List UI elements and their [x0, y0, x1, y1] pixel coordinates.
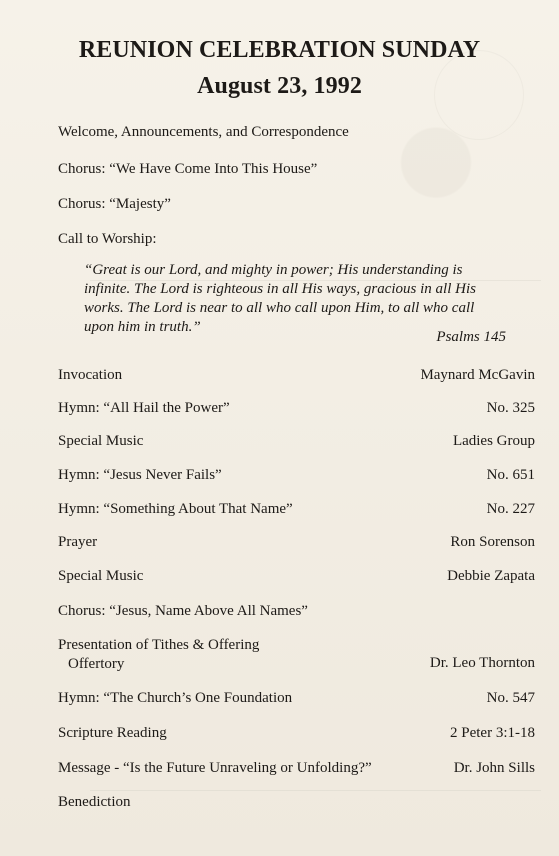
- call-to-worship-reference: Psalms 145: [436, 329, 506, 345]
- program-left-text: Special Music: [58, 433, 144, 449]
- program-left-text: Hymn: “All Hail the Power”: [58, 400, 230, 416]
- program-row: [58, 758, 535, 778]
- program-row: [58, 365, 535, 385]
- program-right-text: No. 547: [486, 690, 535, 706]
- program-right-text: Debbie Zapata: [447, 568, 535, 584]
- program-left-text: Hymn: “Something About That Name”: [58, 501, 293, 517]
- program-row: [58, 465, 535, 485]
- program-left-text: Message - “Is the Future Unraveling or Unfolding?”: [58, 760, 372, 776]
- page-title: REUNION CELEBRATION SUNDAY: [78, 37, 481, 63]
- program-row: [58, 499, 535, 519]
- opening-line-chorus-2: Chorus: “Majesty”: [58, 196, 171, 212]
- program-right-text: Maynard McGavin: [420, 367, 535, 383]
- program-left-text: Invocation: [58, 367, 123, 383]
- program-left-text: Special Music: [58, 568, 144, 584]
- program-right-text: No. 227: [486, 501, 535, 517]
- program-row: [58, 723, 535, 743]
- program-left-text: Benediction: [58, 794, 131, 810]
- program-right-text: 2 Peter 3:1-18: [450, 725, 535, 741]
- opening-line-call-to-worship: Call to Worship:: [58, 231, 157, 247]
- program-right-text: Dr. Leo Thornton: [429, 655, 535, 671]
- program-row: [58, 601, 535, 621]
- program-right-text: No. 651: [486, 467, 535, 483]
- program-right-text: Ladies Group: [452, 433, 535, 449]
- program-row: [58, 566, 535, 586]
- program-right-text: Dr. John Sills: [453, 760, 535, 776]
- page-date: August 23, 1992: [197, 73, 362, 99]
- program-left-text: Prayer: [58, 534, 98, 550]
- program-right-text: Ron Sorenson: [450, 534, 535, 550]
- call-to-worship-quote: “Great is our Lord, and mighty in power; His understanding is infinite. The Lord is righteous in all His ways, gracious in all His works. The Lord is near to all who call upon Him, to all who call upon him in truth.”: [84, 262, 476, 335]
- program-left-top-text: Presentation of Tithes & Offering: [58, 637, 260, 653]
- program-left-text: Chorus: “Jesus, Name Above All Names”: [58, 603, 308, 619]
- program-left-text: Scripture Reading: [58, 725, 167, 741]
- program-row: [58, 398, 535, 418]
- program-row: [58, 431, 535, 451]
- program-right-text: No. 325: [486, 400, 535, 416]
- program-left-bottom-text: Offertory: [68, 656, 125, 672]
- program-row: [58, 532, 535, 552]
- program-left-text: Hymn: “Jesus Never Fails”: [58, 467, 222, 483]
- opening-line-chorus-1: Chorus: “We Have Come Into This House”: [58, 161, 318, 177]
- program-row: [58, 792, 535, 812]
- opening-line-welcome: Welcome, Announcements, and Correspondence: [58, 124, 349, 140]
- program-row: [58, 688, 535, 708]
- program-row-offering: [58, 635, 535, 673]
- program-left-text: Hymn: “The Church’s One Foundation: [58, 690, 293, 706]
